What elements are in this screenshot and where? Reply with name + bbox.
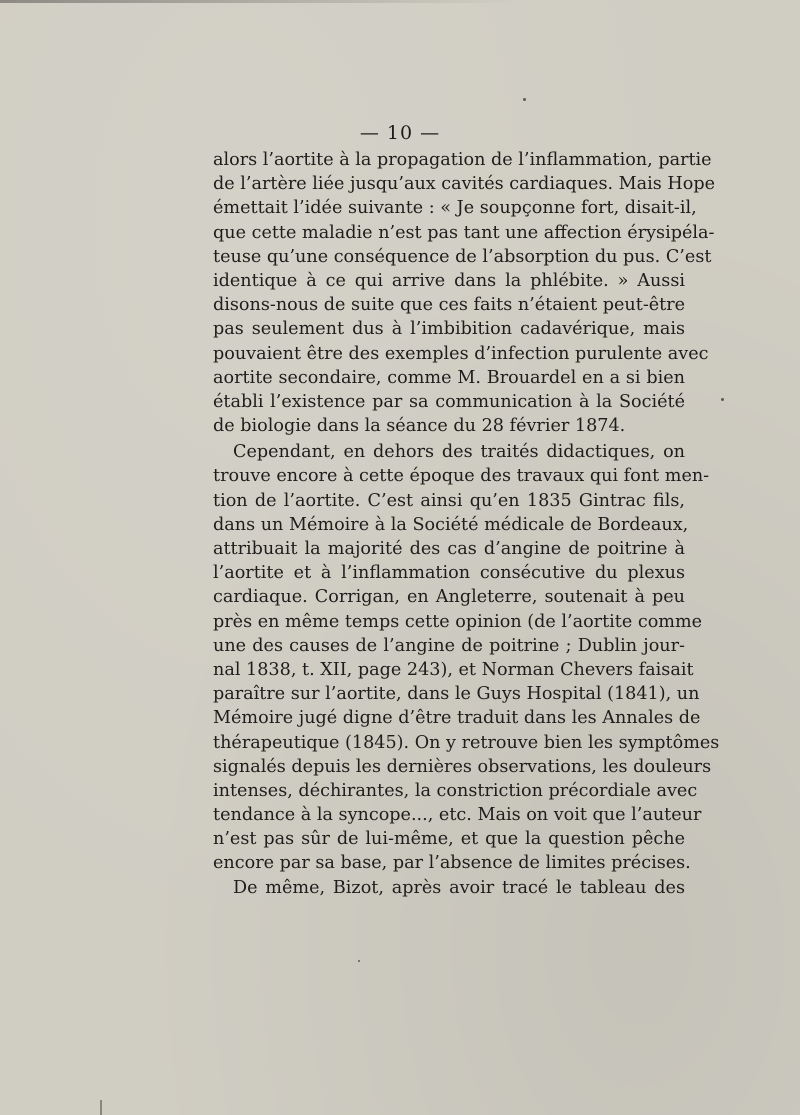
text-line: établi l’existence par sa communication à la Société bbox=[213, 391, 685, 412]
text-line: aortite secondaire, comme M. Brouardel en a si bien bbox=[213, 367, 685, 388]
paragraph bbox=[213, 876, 685, 900]
paper-speck bbox=[721, 398, 724, 401]
text-line: encore par sa base, par l’absence de limites précises. bbox=[213, 853, 691, 874]
text-line: tendance à la syncope..., etc. Mais on voit que l’auteur bbox=[213, 805, 702, 826]
text-line: de biologie dans la séance du 28 février 1874. bbox=[213, 416, 626, 437]
text-line: intenses, déchirantes, la constriction précordiale avec bbox=[213, 780, 698, 801]
text-line: thérapeutique (1845). On y retrouve bien les symptômes bbox=[213, 732, 720, 753]
text-line: nal 1838, t. XII, page 243), et Norman Chevers faisait bbox=[213, 659, 694, 680]
text-line: signalés depuis les dernières observations, les douleurs bbox=[213, 756, 712, 777]
text-line: pas seulement dus à l’imbibition cadavérique, mais bbox=[213, 319, 685, 340]
text-line: émettait l’idée suivante : « Je soupçonne fort, disait-il, bbox=[213, 198, 697, 219]
text-line: Cependant, en dehors des traités didactiques, on bbox=[233, 442, 685, 463]
text-line: près en même temps cette opinion (de l’aortite comme bbox=[213, 611, 703, 632]
text-line: que cette maladie n’est pas tant une affection érysipéla- bbox=[213, 222, 715, 243]
text-line: De même, Bizot, après avoir tracé le tableau des bbox=[233, 877, 685, 898]
text-line: trouve encore à cette époque des travaux qui font men- bbox=[213, 466, 710, 487]
paper-mark bbox=[100, 1100, 102, 1115]
paper-speck bbox=[358, 960, 360, 962]
text-line: tion de l’aortite. C’est ainsi qu’en 1835 Gintrac fils, bbox=[213, 490, 685, 511]
text-line: dans un Mémoire à la Société médicale de Bordeaux, bbox=[213, 514, 689, 535]
paragraph bbox=[213, 440, 720, 875]
text-line: l’aortite et à l’inflammation consécutive du plexus bbox=[213, 563, 685, 584]
text-line: paraître sur l’aortite, dans le Guys Hospital (1841), un bbox=[213, 684, 700, 705]
body-text bbox=[213, 148, 720, 900]
paper-speck bbox=[523, 98, 526, 101]
text-line: alors l’aortite à la propagation de l’inflammation, partie bbox=[213, 150, 712, 170]
text-line: n’est pas sûr de lui-même, et que la question pêche bbox=[213, 829, 685, 850]
page-number: — 10 — bbox=[359, 122, 441, 144]
text-line: pouvaient être des exemples d’infection purulente avec bbox=[213, 343, 709, 364]
text-line: teuse qu’une conséquence de l’absorption du pus. C’est bbox=[213, 246, 712, 267]
page-edge-shadow bbox=[0, 0, 520, 3]
text-line: identique à ce qui arrive dans la phlébite. » Aussi bbox=[213, 270, 685, 291]
text-line: de l’artère liée jusqu’aux cavités cardiaques. Mais Hope bbox=[213, 174, 716, 195]
text-line: disons-nous de suite que ces faits n’étaient peut-être bbox=[213, 295, 686, 316]
text-line: Mémoire jugé digne d’être traduit dans les Annales de bbox=[213, 708, 701, 729]
text-line: une des causes de l’angine de poitrine ; Dublin jour- bbox=[213, 635, 685, 656]
text-line: attribuait la majorité des cas d’angine de poitrine à bbox=[213, 539, 685, 559]
paragraph bbox=[213, 148, 716, 438]
text-line: cardiaque. Corrigan, en Angleterre, soutenait à peu bbox=[213, 587, 685, 608]
